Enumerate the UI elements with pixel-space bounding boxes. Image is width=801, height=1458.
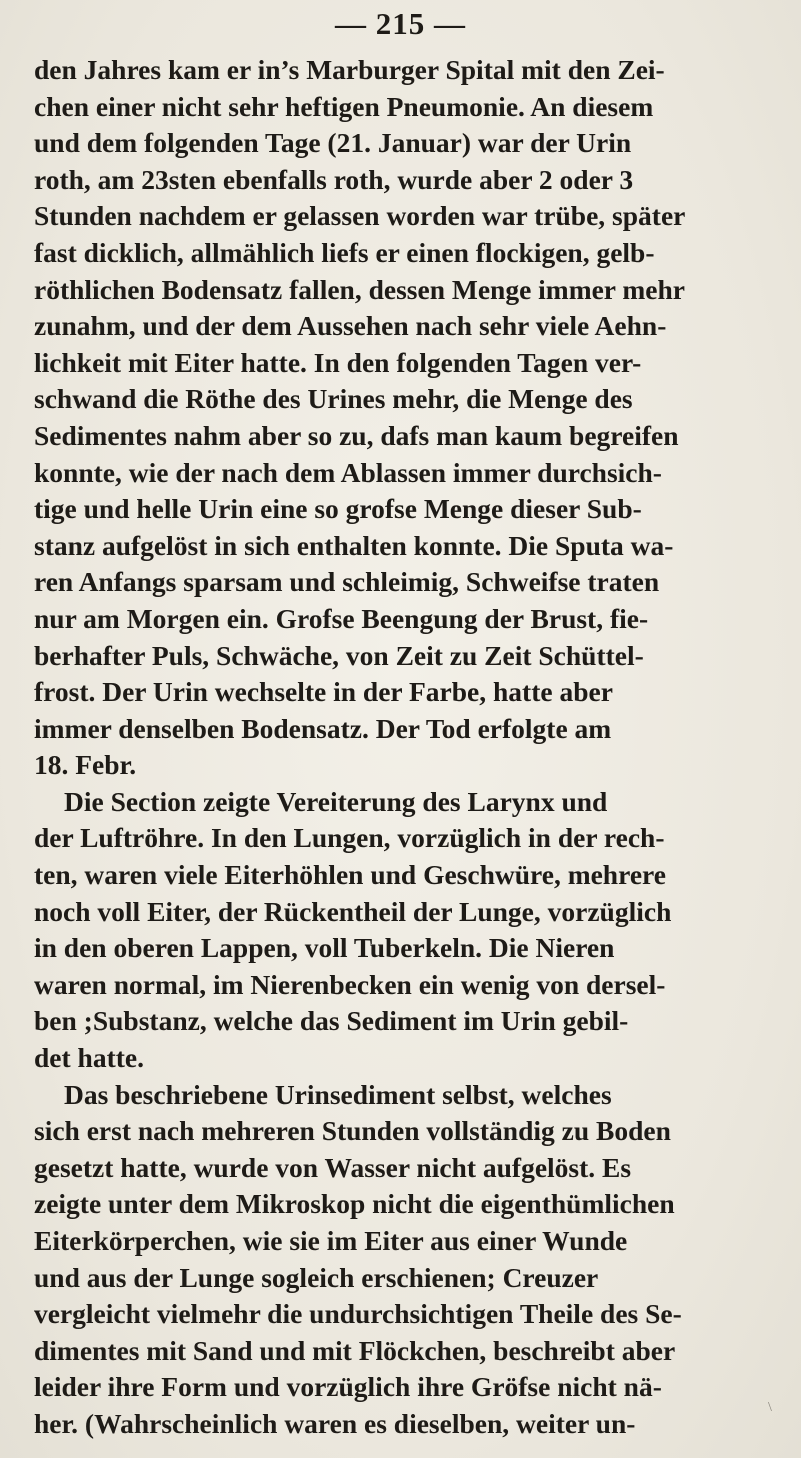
text-line: her. (Wahrscheinlich waren es dieselben, weiter un- xyxy=(34,1407,636,1439)
text-line: leider ihre Form und vorzüglich ihre Gröfse nicht nä- xyxy=(34,1371,662,1403)
text-line: sich erst nach mehreren Stunden vollständig zu Boden xyxy=(34,1115,671,1147)
text-line: Eiterkörperchen, wie sie im Eiter aus einer Wunde xyxy=(34,1225,628,1256)
text-line: zeigte unter dem Mikroskop nicht die eigenthümlichen xyxy=(34,1188,675,1220)
text-line: röthlichen Bodensatz fallen, dessen Menge immer mehr xyxy=(34,273,686,305)
text-line: zunahm, und der dem Aussehen nach sehr viele Aehn- xyxy=(34,310,667,342)
text-line: ben ;Substanz, welche das Sediment im Urin gebil- xyxy=(34,1005,629,1037)
text-line: und aus der Lunge sogleich erschienen; Creuzer xyxy=(34,1261,599,1293)
text-line: roth, am 23sten ebenfalls roth, wurde aber 2 oder 3 xyxy=(34,163,634,195)
body-text xyxy=(34,52,790,1443)
text-line: der Luftröhre. In den Lungen, vorzüglich in der rech- xyxy=(34,822,665,854)
text-line: immer denselben Bodensatz. Der Tod erfolgte am xyxy=(34,712,612,744)
text-line: Sedimentes nahm aber so zu, dafs man kaum begreifen xyxy=(34,419,679,451)
text-line: lichkeit mit Eiter hatte. In den folgenden Tagen ver- xyxy=(34,346,642,378)
text-line: berhafter Puls, Schwäche, von Zeit zu Zeit Schüttel- xyxy=(34,639,644,671)
paragraph-start-line: Die Section zeigte Vereiterung des Larynx und xyxy=(64,785,608,817)
text-line: tige und helle Urin eine so grofse Menge dieser Sub- xyxy=(34,493,642,525)
text-line: Stunden nachdem er gelassen worden war trübe, später xyxy=(34,200,686,232)
text-line: stanz aufgelöst in sich enthalten konnte. Die Sputa wa- xyxy=(34,529,674,561)
text-line: vergleicht vielmehr die undurchsichtigen Theile des Se- xyxy=(34,1298,682,1330)
text-line: schwand die Röthe des Urines mehr, die Menge des xyxy=(34,383,633,415)
stray-mark: \ xyxy=(768,1400,772,1415)
text-line: chen einer nicht sehr heftigen Pneumonie. An diesem xyxy=(34,90,654,122)
text-line: 18. Febr. xyxy=(34,749,137,781)
text-line: den Jahres kam er in’s Marburger Spital mit den Zei- xyxy=(34,54,665,85)
text-line: und dem folgenden Tage (21. Januar) war der Urin xyxy=(34,127,632,159)
text-line: nur am Morgen ein. Grofse Beengung der Brust, fie- xyxy=(34,602,649,634)
text-line: ren Anfangs sparsam und schleimig, Schweifse traten xyxy=(34,566,660,598)
text-line: noch voll Eiter, der Rückentheil der Lunge, vorzüglich xyxy=(34,895,672,927)
text-line: gesetzt hatte, wurde von Wasser nicht aufgelöst. Es xyxy=(34,1151,632,1183)
text-line: ten, waren viele Eiterhöhlen und Geschwüre, mehrere xyxy=(34,859,666,891)
text-line: in den oberen Lappen, voll Tuberkeln. Die Nieren xyxy=(34,932,615,964)
text-line: frost. Der Urin wechselte in der Farbe, hatte aber xyxy=(34,676,613,708)
page-number-header: — 215 — xyxy=(335,6,466,41)
paragraph-start-line: Das beschriebene Urinsediment selbst, welches xyxy=(64,1078,612,1110)
text-line: konnte, wie der nach dem Ablassen immer durchsich- xyxy=(34,456,662,488)
text-line: dimentes mit Sand und mit Flöckchen, beschreibt aber xyxy=(34,1334,676,1366)
text-line: waren normal, im Nierenbecken ein wenig von dersel- xyxy=(34,968,666,1000)
text-line: fast dicklich, allmählich liefs er einen flockigen, gelb- xyxy=(34,236,655,268)
text-line: det hatte. xyxy=(34,1042,144,1074)
